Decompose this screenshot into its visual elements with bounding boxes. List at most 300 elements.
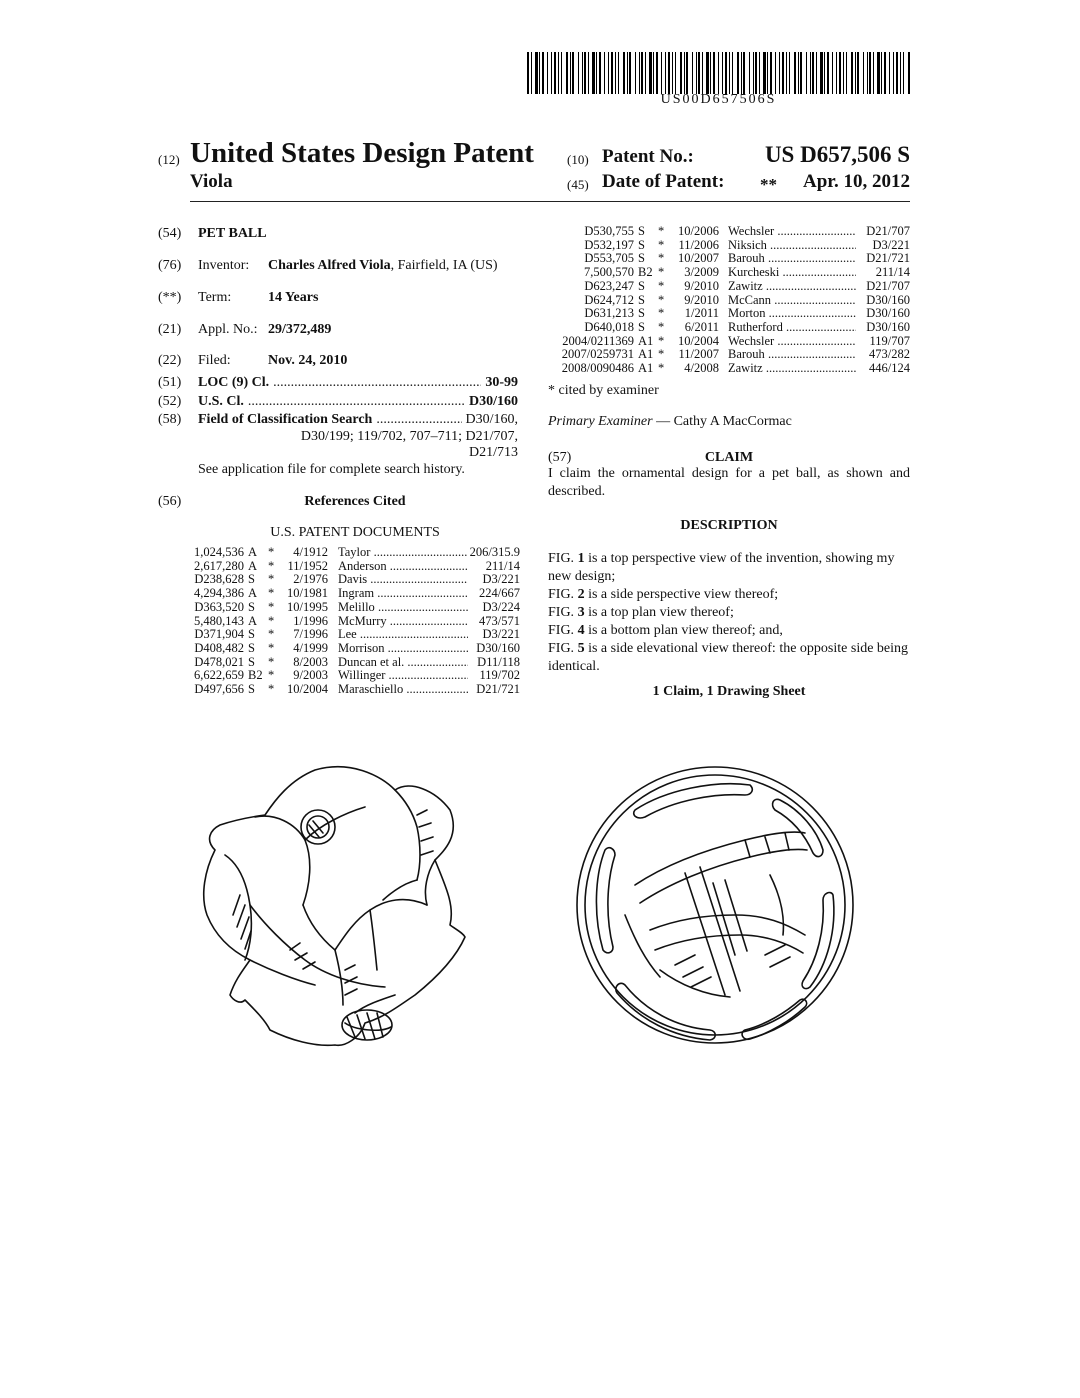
description-item [548,604,910,622]
reference-date: 4/1999 [293,640,328,655]
reference-name-leader [338,642,468,656]
reference-kind: S [638,278,645,293]
inventor-surname: Viola [190,171,233,192]
reference-number: 4,294,386 [194,586,244,601]
reference-date: 1/1996 [293,613,328,628]
reference-kind: A [248,545,258,559]
reference-date: 7/1996 [293,627,328,642]
description-text: is a side perspective view thereof; [584,587,779,602]
barcode-bar [698,52,700,94]
reference-kind: S [248,640,255,655]
reference-number: D478,021 [194,654,244,669]
title: PET BALL [198,226,267,241]
reference-star: * [658,347,665,362]
barcode-bar [588,52,589,94]
barcode-bar [566,52,568,94]
barcode-bar [889,52,890,94]
barcode-bar [542,52,544,94]
reference-kind: B2 [638,265,653,280]
reference-kind: A [248,613,258,628]
reference-date: 8/2003 [293,654,328,669]
reference-name: Maraschiello [338,683,404,696]
reference-name-leader [338,546,468,560]
reference-star: * [658,251,665,266]
barcode-bar [846,52,847,94]
reference-number: 5,480,143 [194,613,244,628]
reference-star: * [268,572,275,587]
filed-label: Filed: [198,353,231,368]
barcode-bar [604,52,605,94]
reference-name-leader [338,615,468,629]
description-text: is a side elevational view thereof: the opposite side being identical. [548,641,909,674]
barcode-number: US00D657506S [660,92,777,107]
reference-name: Niksich [728,238,767,252]
appl-label: Appl. No.: [198,322,258,337]
barcode-bar [572,52,574,94]
reference-row [548,280,910,294]
reference-class-text: D21/721 [866,251,910,266]
figure-number: 1 [577,551,585,566]
reference-name: Duncan et al. [338,655,405,669]
appl-value: 29/372,489 [268,322,332,337]
barcode-bar [692,52,693,94]
reference-class-text: D30/160 [866,319,910,334]
inventor [268,257,498,275]
barcode-bar [661,52,662,94]
date-of-patent-label: Date of Patent: [602,171,725,192]
reference-date: 1/2011 [684,306,719,321]
title-code: (54) [158,226,182,241]
reference-kind: S [248,682,255,696]
description-prefix: FIG. [548,551,578,566]
reference-number: D624,712 [584,292,634,307]
reference-name: Willinger [338,669,386,683]
barcode-bar [767,52,768,94]
reference-date: 9/2010 [684,292,719,307]
reference-class-text: D3/221 [482,572,520,587]
barcode-bar [627,52,628,94]
barcode-bar [782,52,784,94]
claims-count: 1 Claim, 1 Drawing Sheet [652,684,806,699]
barcode-bar [737,52,739,94]
reference-row [548,362,910,376]
document-type: United States Design Patent [190,137,534,169]
search-code: (58) [158,412,182,427]
reference-name: Taylor [338,546,371,559]
reference-date: 3/2009 [684,265,719,280]
barcode-bar [653,52,654,94]
search-history-note: See application file for complete search history. [198,462,465,477]
barcode-bar [649,52,652,94]
barcode-bar [877,52,880,94]
reference-date: 10/1981 [287,586,328,601]
barcode-bar [599,52,601,94]
barcode-bar [753,52,754,94]
examiner-dash: — [652,414,674,429]
barcode-bar [629,52,631,94]
reference-number: D640,018 [584,319,634,334]
barcode-bar [675,52,676,94]
reference-name: Rutherford [728,320,783,334]
reference-kind: S [638,292,645,307]
reference-star: * [268,654,275,669]
reference-name: Zawitz [728,279,763,293]
reference-class-text: 473/282 [869,347,910,362]
barcode-bar [641,52,643,94]
reference-star: * [658,292,665,307]
barcode-bar [645,52,646,94]
reference-star: * [268,640,275,655]
reference-class-text: D30/160 [866,306,910,321]
reference-class-text: 473/571 [479,613,520,628]
header-rule [190,201,910,202]
barcode-bar [729,52,730,94]
reference-class-text: 224/667 [479,586,520,601]
reference-kind: S [248,599,255,614]
reference-row [188,683,520,697]
reference-kind: S [248,627,255,642]
reference-name: McCann [728,293,772,307]
barcode-bar [618,52,619,94]
references-cited-heading: References Cited [304,494,406,509]
claim-code: (57) [548,450,572,465]
reference-number: D631,213 [584,306,634,321]
reference-date: 9/2003 [293,668,328,683]
barcode-bar [779,52,780,94]
barcode-bar [710,52,711,94]
reference-kind: A [248,586,258,601]
search-row [198,411,518,429]
filed-value: Nov. 24, 2010 [268,353,348,368]
barcode-bar [755,52,757,94]
patent-number: US D657,506 S [764,142,910,167]
description-heading: DESCRIPTION [680,518,778,533]
barcode-bar [686,52,688,94]
description-text: is a top plan view thereof; [584,605,734,620]
code-12: (12) [158,152,180,167]
reference-date: 4/1912 [293,545,328,559]
barcode-bar [635,52,636,94]
us-patent-documents-heading: U.S. PATENT DOCUMENTS [270,525,440,540]
barcode-bar [763,52,766,94]
reference-class-text: 211/14 [875,265,910,280]
reference-name: Morrison [338,641,385,655]
reference-kind: S [248,654,255,669]
term-label: Term: [198,290,232,305]
reference-number: 2008/0090486 [561,361,634,375]
reference-date: 6/2011 [684,319,719,334]
reference-name: Lee [338,628,357,642]
reference-name: Anderson [338,559,387,573]
reference-row [548,321,910,335]
reference-star: * [658,319,665,334]
reference-kind: S [638,237,645,252]
barcode-bar [527,52,529,94]
reference-kind: S [638,306,645,321]
description-item [548,640,910,676]
barcode-bar [741,52,742,94]
references-left-list [188,546,520,706]
reference-row [548,225,910,239]
reference-name-leader [728,362,856,376]
uscl-value: D30/160 [469,394,518,409]
barcode-bar [596,52,597,94]
figure-number: 5 [577,641,585,656]
description-prefix: FIG. [548,623,578,638]
reference-name-leader [338,560,468,574]
barcode-bar [806,52,807,94]
barcode-bar [867,52,868,94]
barcode-bar [702,52,703,94]
barcode-bar [820,52,823,94]
reference-date: 11/2007 [678,347,719,362]
barcode-bar [561,52,562,94]
description-item [548,622,910,640]
reference-name-leader [728,321,856,335]
reference-number: 2,617,280 [194,558,244,573]
barcode-bar [789,52,790,94]
term-value: 14 Years [268,290,319,305]
barcode-bar [680,52,682,94]
uscl-row [198,393,518,411]
description-prefix: FIG. [548,605,578,620]
barcode-bar [759,52,760,94]
loc-row [198,374,518,392]
reference-class-text: 211/14 [485,558,520,573]
barcode-bar [869,52,871,94]
barcode-bar [718,52,719,94]
barcode-bar [824,52,825,94]
reference-date: 10/1995 [287,599,328,614]
barcode-bar [812,52,814,94]
reference-star: * [658,361,665,375]
barcode-bar [786,52,787,94]
reference-name: Ingram [338,587,375,601]
barcode-bar [656,52,658,94]
reference-number: D497,656 [194,682,244,696]
reference-number: D408,482 [194,640,244,655]
claim-text: I claim the ornamental design for a pet ball, as shown and described. [548,466,910,499]
reference-date: 10/2004 [287,682,328,696]
reference-date: 10/2007 [678,251,719,266]
barcode-bar [623,52,625,94]
claim-heading: CLAIM [704,450,754,465]
reference-number: 7,500,570 [584,265,634,280]
description-item [548,586,910,604]
barcode-bar [665,52,666,94]
search-value-1: D30/160, [465,412,518,427]
barcode-bar [696,52,697,94]
barcode-bar [843,52,844,94]
reference-class-text: D30/160 [476,640,520,655]
reference-star: * [268,613,275,628]
inventor-location: , Fairfield, IA (US) [390,258,498,273]
reference-class-text: D21/707 [866,278,910,293]
barcode-bar [836,52,837,94]
reference-name: Morton [728,307,766,321]
figure-number: 3 [577,605,585,620]
barcode-bar [881,52,882,94]
description-text: is a bottom plan view thereof; and, [584,623,783,638]
inventor-label: Inventor: [198,258,250,273]
reference-class-text: 119/707 [869,333,910,348]
barcode-bar [615,52,616,94]
reference-date: 4/2008 [684,361,719,375]
barcode-bar [608,52,609,94]
search-leader [376,411,461,429]
reference-date: 2/1976 [293,572,328,587]
barcode-bar [839,52,841,94]
reference-name: McMurry [338,614,387,628]
barcode-bar [639,52,640,94]
reference-kind: S [248,572,255,587]
examiner-label: Primary Examiner [548,414,653,429]
reference-number: D623,247 [584,278,634,293]
reference-star: * [268,668,275,683]
reference-star: * [268,627,275,642]
reference-class-text: D30/160 [866,292,910,307]
description-item [548,550,910,586]
reference-star: * [658,237,665,252]
description-list [548,550,910,676]
primary-examiner [548,413,792,431]
reference-row [548,266,910,280]
barcode-bar [857,52,859,94]
reference-kind: B2 [248,668,263,683]
reference-kind: S [638,224,645,238]
barcode-bar [896,52,898,94]
barcode-bar [794,52,796,94]
reference-date: 10/2006 [678,224,719,238]
reference-name-leader [728,280,856,294]
reference-star: * [658,224,665,238]
barcode-bar [558,52,559,94]
refs-code: (56) [158,494,182,509]
barcode-bar [775,52,776,94]
code-45: (45) [567,177,589,192]
barcode-bar [816,52,817,94]
barcode-bar [873,52,874,94]
reference-name: Wechsler [728,334,775,348]
barcode-bar [800,52,802,94]
reference-name: Barouh [728,348,765,362]
reference-number: 1,024,536 [194,545,244,559]
reference-name: Kurcheski [728,266,780,280]
barcode-bar [611,52,613,94]
reference-name-leader [728,252,856,266]
barcode-bar [672,52,673,94]
barcode-bar [535,52,538,94]
reference-name-leader [338,656,468,670]
figure-1-drawing [195,755,495,1055]
reference-star: * [268,558,275,573]
barcode-bar [706,52,709,94]
reference-star: * [658,278,665,293]
barcode-bar [810,52,811,94]
reference-class-text: D11/118 [477,654,520,669]
reference-name: Davis [338,573,368,587]
reference-star: * [268,545,275,559]
uscl-leader [248,393,465,411]
reference-kind: A1 [638,361,654,375]
reference-star: * [658,265,665,280]
reference-class-text: D21/707 [866,224,910,238]
reference-kind: A [248,558,258,573]
reference-date: 11/2006 [678,237,719,252]
reference-number: D238,628 [194,572,244,587]
barcode-bar [582,52,583,94]
references-right-list [548,225,910,385]
reference-name-leader [338,628,468,642]
barcode-bar [732,52,733,94]
barcode-bar [900,52,901,94]
figure-number: 4 [577,623,585,638]
date-marker: ** [760,175,777,194]
reference-name-leader [728,335,856,349]
reference-name: Zawitz [728,362,763,375]
reference-name-leader [728,239,856,253]
reference-name-leader [728,307,856,321]
reference-kind: A1 [638,347,654,362]
barcode-bar [893,52,894,94]
reference-kind: S [638,251,645,266]
barcode-bar [855,52,856,94]
cited-by-examiner-note: * cited by examiner [548,383,659,398]
reference-class-text: 446/124 [869,361,910,375]
examiner-name: Cathy A MacCormac [673,414,792,429]
reference-name-leader [338,683,468,697]
reference-row [188,546,520,560]
barcode-bar [668,52,670,94]
reference-class-text: D21/721 [476,682,520,696]
reference-name-leader [338,601,468,615]
reference-name-leader [728,348,856,362]
barcode-bar [713,52,715,94]
reference-name: Barouh [728,252,765,266]
patent-number-label: Patent No.: [602,146,694,167]
reference-name-leader [338,573,468,587]
inventor-code: (76) [158,258,182,273]
uscl-label: U.S. Cl. [198,394,244,409]
barcode-bar [684,52,685,94]
description-text: is a top perspective view of the invention, showing my new design; [548,551,895,584]
reference-number: D553,705 [584,251,634,266]
reference-kind: S [638,319,645,334]
barcode-bar [851,52,853,94]
reference-date: 11/1952 [287,558,328,573]
reference-kind: A1 [638,333,654,348]
reference-date: 10/2004 [678,333,719,348]
barcode-bar [908,52,910,94]
reference-star: * [658,306,665,321]
reference-name-leader [728,225,856,239]
reference-class-text: 206/315.9 [469,545,520,559]
figure-number: 2 [577,587,585,602]
barcode-bar [554,52,556,94]
barcode-bar [798,52,799,94]
barcode-bar [832,52,833,94]
reference-name: Wechsler [728,225,775,238]
reference-name: Melillo [338,600,375,614]
loc-code: (51) [158,375,182,390]
reference-number: D371,904 [194,627,244,642]
reference-row [188,601,520,615]
reference-name-leader [338,587,468,601]
barcode-bar [827,52,829,94]
reference-star: * [268,586,275,601]
barcode-bar [592,52,595,94]
filed-code: (22) [158,353,182,368]
